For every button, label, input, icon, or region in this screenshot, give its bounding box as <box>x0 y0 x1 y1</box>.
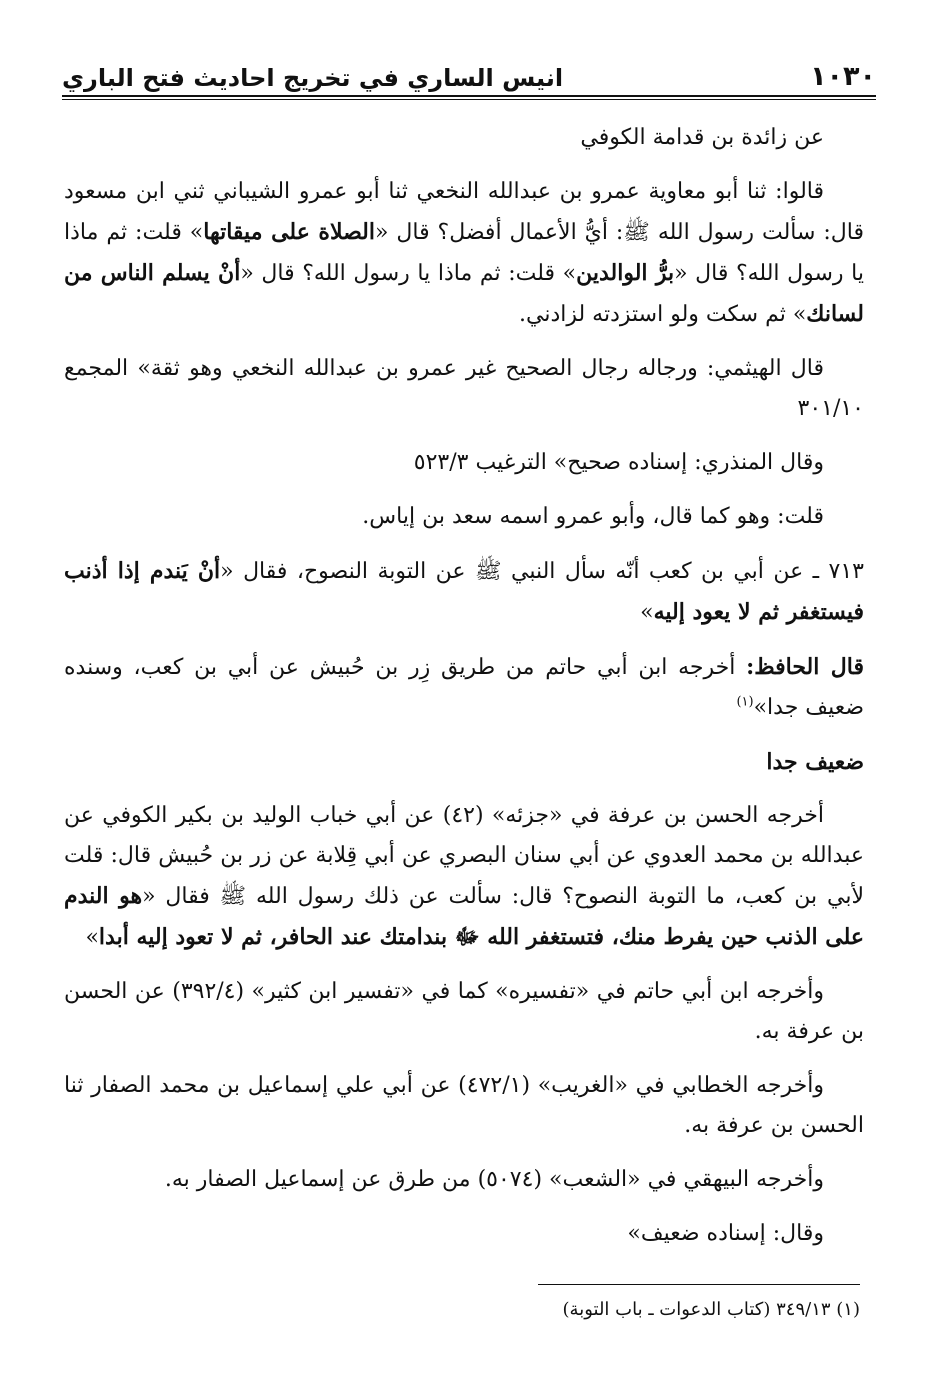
paragraph: وأخرجه البيهقي في «الشعب» (٥٠٧٤) من طرق عن إسماعيل الصفار به. <box>164 1167 824 1192</box>
paragraph: وأخرجه ابن أبي حاتم في «تفسيره» كما في «تفسير ابن كثير» (٣٩٢/٤) عن الحسن بن عرفة به. <box>64 979 864 1044</box>
hadith-entry <box>64 551 864 633</box>
paragraph <box>64 796 864 958</box>
footnote-rule <box>538 1284 860 1285</box>
paragraph: وقال: إسناده ضعيف» <box>627 1221 824 1246</box>
header-rule-thick <box>62 95 876 97</box>
page-number: ١٠٣٠ <box>810 61 876 92</box>
paragraph: وأخرجه الخطابي في «الغريب» (٤٧٢/١) عن أبي علي إسماعيل بن محمد الصفار ثنا الحسن بن عرفة به. <box>64 1073 864 1138</box>
paragraph: وقال المنذري: إسناده صحيح» الترغيب ٥٢٣/٣ <box>413 450 824 475</box>
footnote-marker: (١) <box>836 1299 860 1320</box>
hadith-text: هو الندم على الذنب حين يفرط منك، فتستغفر الله ﷻ بندامتك عند الحافر، ثم لا تعود إليه أبدا <box>64 883 864 950</box>
text-run: أخرجه ابن أبي حاتم من طريق زِر بن حُبيش عن أبي بن كعب، وسنده ضعيف جدا» <box>64 655 864 720</box>
paragraph: قال الهيثمي: ورجاله رجال الصحيح غير عمرو بن عبدالله النخعي وهو ثقة» المجمع ٣٠١/١٠ <box>64 356 864 421</box>
footnote <box>563 1296 860 1324</box>
main-text <box>64 118 864 1268</box>
footnote-text: ٣٤٩/١٣ (كتاب الدعوات ـ باب التوبة) <box>562 1299 831 1320</box>
hadith-text: أنْ يسلم الناس من لسانك <box>64 260 864 327</box>
header-rule-thin <box>62 99 876 100</box>
running-title: انيس الساري في تخريج احاديث فتح الباري <box>62 64 564 92</box>
text-run: » <box>640 600 654 625</box>
text-run: أخرجه الحسن بن عرفة في «جزئه» (٤٢) عن أبي خباب الوليد بن بكير الكوفي عن عبدالله بن محمد العدوي عن أبي سنان البصري عن أبي قِلابة عن زر بن حُبيش قال: قلت لأبي بن كعب، ما التوبة النصوح؟ قال: سألت عن ذلك رسول الله ﷺ فقال « <box>64 803 865 909</box>
text-run: » ثم سكت ولو استزدته لزادني. <box>518 302 807 327</box>
paragraph <box>64 647 864 728</box>
hadith-text: برُّ الوالدين <box>576 260 675 286</box>
text-run: » <box>85 925 99 950</box>
hadith-text: أنْ يَندم إذا أذنب فيستغفر ثم لا يعود إليه <box>64 558 864 625</box>
text-run: ٧١٣ ـ عن أبي بن كعب أنّه سأل النبي ﷺ عن التوبة النصوح، فقال « <box>220 559 864 584</box>
section-heading: ضعيف جدا <box>766 749 864 775</box>
hafiz-label: قال الحافظ: <box>746 654 864 680</box>
text-run: » قلت: ثم ماذا يا رسول الله؟ قال « <box>64 220 864 286</box>
paragraph: قلت: وهو كما قال، وأبو عمرو اسمه سعد بن إياس. <box>362 504 824 529</box>
paragraph <box>64 172 864 335</box>
footnote-ref: (١) <box>736 694 754 710</box>
page-header <box>62 52 876 92</box>
text-run: » قلت: ثم ماذا يا رسول الله؟ قال « <box>240 261 577 286</box>
text-run: قالوا: ثنا أبو معاوية عمرو بن عبدالله النخعي ثنا أبو عمرو الشيباني ثني ابن مسعود قال: سألت رسول الله ﷺ: أيُّ الأعمال أفضل؟ قال « <box>64 179 864 245</box>
paragraph: عن زائدة بن قدامة الكوفي <box>580 125 824 150</box>
hadith-text: الصلاة على ميقاتها <box>203 219 375 245</box>
